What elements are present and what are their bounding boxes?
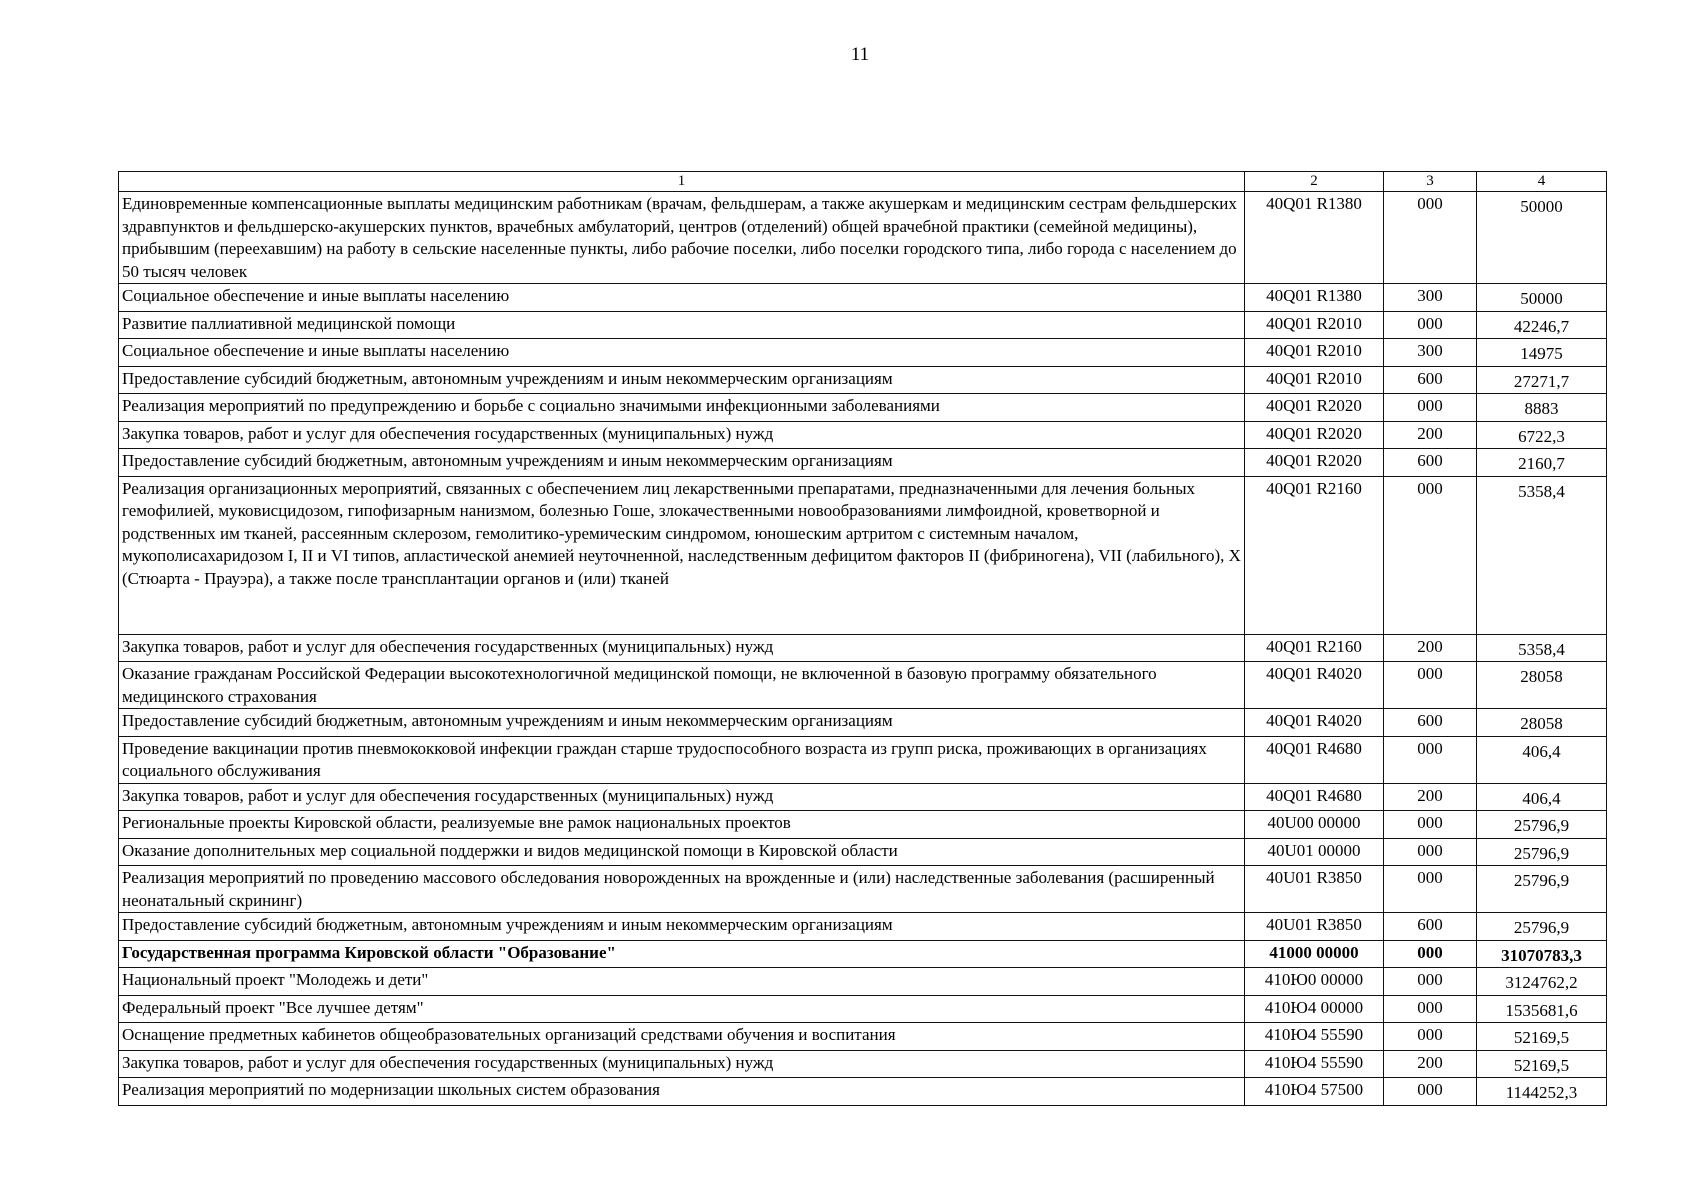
table-row — [119, 634, 1607, 662]
table-row — [119, 783, 1607, 811]
column-header-3: 3 — [1384, 172, 1477, 192]
table-row — [119, 476, 1607, 634]
row-sum-cell: 14975 — [1477, 339, 1607, 367]
table-row — [119, 366, 1607, 394]
row-name-cell: Предоставление субсидий бюджетным, автономным учреждениям и иным некоммерческим организациям — [119, 449, 1245, 477]
row-sum-cell: 1535681,6 — [1477, 995, 1607, 1023]
row-code-cell: 40Q01 R4020 — [1245, 709, 1384, 737]
row-code-cell: 40Q01 R1380 — [1245, 192, 1384, 284]
row-sum-cell: 52169,5 — [1477, 1023, 1607, 1051]
table-row — [119, 1078, 1607, 1106]
table-row — [119, 709, 1607, 737]
row-kvr-cell: 300 — [1384, 284, 1477, 312]
row-name-cell: Закупка товаров, работ и услуг для обеспечения государственных (муниципальных) нужд — [119, 421, 1245, 449]
row-name-cell: Оказание дополнительных мер социальной поддержки и видов медицинской помощи в Кировской области — [119, 838, 1245, 866]
row-sum-cell: 5358,4 — [1477, 634, 1607, 662]
row-name-cell: Единовременные компенсационные выплаты медицинским работникам (врачам, фельдшерам, а также акушеркам и медицинским сестрам фельдшерских здравпунктов и фельдшерско-акушерских пунктов, врачебных амбулаторий, центров (отделений) общей врачебной практики (семейной медицины), прибывшим (переехавшим) на работу в сельские населенные пункты, либо рабочие поселки, либо поселки городского типа, либо города с населением до 50 тысяч человек — [119, 192, 1245, 284]
row-name-cell: Государственная программа Кировской области "Образование" — [119, 940, 1245, 968]
row-code-cell: 410Ю4 55590 — [1245, 1023, 1384, 1051]
row-kvr-cell: 000 — [1384, 866, 1477, 913]
row-kvr-cell: 000 — [1384, 662, 1477, 709]
row-kvr-cell: 000 — [1384, 1023, 1477, 1051]
row-code-cell: 40Q01 R4020 — [1245, 662, 1384, 709]
row-kvr-cell: 000 — [1384, 811, 1477, 839]
page-number: 11 — [850, 44, 870, 65]
table-row — [119, 449, 1607, 477]
column-header-1: 1 — [119, 172, 1245, 192]
row-sum-cell: 3124762,2 — [1477, 968, 1607, 996]
table-row — [119, 339, 1607, 367]
row-sum-cell: 27271,7 — [1477, 366, 1607, 394]
row-name-cell: Реализация мероприятий по модернизации школьных систем образования — [119, 1078, 1245, 1106]
row-code-cell: 40Q01 R2020 — [1245, 449, 1384, 477]
row-code-cell: 40U01 00000 — [1245, 838, 1384, 866]
row-kvr-cell: 600 — [1384, 449, 1477, 477]
row-name-cell: Реализация мероприятий по проведению массового обследования новорожденных на врожденные и (или) наследственные заболевания (расширенный неонатальный скрининг) — [119, 866, 1245, 913]
row-kvr-cell: 000 — [1384, 940, 1477, 968]
row-name-cell: Федеральный проект "Все лучшее детям" — [119, 995, 1245, 1023]
table-row — [119, 1023, 1607, 1051]
table-row — [119, 311, 1607, 339]
row-code-cell: 40U01 R3850 — [1245, 866, 1384, 913]
row-code-cell: 40Q01 R2020 — [1245, 421, 1384, 449]
row-kvr-cell: 000 — [1384, 736, 1477, 783]
table-row — [119, 421, 1607, 449]
row-sum-cell: 50000 — [1477, 284, 1607, 312]
row-code-cell: 410Ю4 00000 — [1245, 995, 1384, 1023]
row-sum-cell: 52169,5 — [1477, 1050, 1607, 1078]
table-row — [119, 940, 1607, 968]
row-code-cell: 41000 00000 — [1245, 940, 1384, 968]
table-row — [119, 995, 1607, 1023]
row-kvr-cell: 200 — [1384, 421, 1477, 449]
row-name-cell: Оказание гражданам Российской Федерации высокотехнологичной медицинской помощи, не включенной в базовую программу обязательного медицинского страхования — [119, 662, 1245, 709]
table-row — [119, 811, 1607, 839]
table-row — [119, 838, 1607, 866]
row-code-cell: 40U00 00000 — [1245, 811, 1384, 839]
row-name-cell: Проведение вакцинации против пневмококковой инфекции граждан старше трудоспособного возраста из групп риска, проживающих в организациях социального обслуживания — [119, 736, 1245, 783]
row-code-cell: 40U01 R3850 — [1245, 913, 1384, 941]
row-sum-cell: 8883 — [1477, 394, 1607, 422]
row-kvr-cell: 200 — [1384, 783, 1477, 811]
row-name-cell: Закупка товаров, работ и услуг для обеспечения государственных (муниципальных) нужд — [119, 783, 1245, 811]
table-header — [119, 172, 1607, 192]
row-code-cell: 410Ю4 55590 — [1245, 1050, 1384, 1078]
row-sum-cell: 25796,9 — [1477, 811, 1607, 839]
row-sum-cell: 25796,9 — [1477, 913, 1607, 941]
row-sum-cell: 406,4 — [1477, 736, 1607, 783]
row-code-cell: 410Ю4 57500 — [1245, 1078, 1384, 1106]
row-sum-cell: 31070783,3 — [1477, 940, 1607, 968]
row-name-cell: Предоставление субсидий бюджетным, автономным учреждениям и иным некоммерческим организациям — [119, 366, 1245, 394]
row-sum-cell: 6722,3 — [1477, 421, 1607, 449]
row-name-cell: Предоставление субсидий бюджетным, автономным учреждениям и иным некоммерческим организациям — [119, 913, 1245, 941]
table-row — [119, 866, 1607, 913]
table-row — [119, 394, 1607, 422]
row-name-cell: Реализация мероприятий по предупреждению и борьбе с социально значимыми инфекционными заболеваниями — [119, 394, 1245, 422]
table-row — [119, 736, 1607, 783]
row-name-cell: Социальное обеспечение и иные выплаты населению — [119, 284, 1245, 312]
row-kvr-cell: 000 — [1384, 995, 1477, 1023]
row-name-cell: Национальный проект "Молодежь и дети" — [119, 968, 1245, 996]
row-sum-cell: 28058 — [1477, 662, 1607, 709]
row-code-cell: 40Q01 R2160 — [1245, 634, 1384, 662]
row-kvr-cell: 600 — [1384, 366, 1477, 394]
row-sum-cell: 1144252,3 — [1477, 1078, 1607, 1106]
row-sum-cell: 2160,7 — [1477, 449, 1607, 477]
row-kvr-cell: 600 — [1384, 913, 1477, 941]
table-row — [119, 284, 1607, 312]
row-code-cell: 40Q01 R2160 — [1245, 476, 1384, 634]
row-code-cell: 40Q01 R2010 — [1245, 366, 1384, 394]
row-code-cell: 40Q01 R4680 — [1245, 783, 1384, 811]
row-kvr-cell: 600 — [1384, 709, 1477, 737]
budget-table — [118, 171, 1607, 1106]
row-kvr-cell: 000 — [1384, 476, 1477, 634]
row-kvr-cell: 300 — [1384, 339, 1477, 367]
column-header-2: 2 — [1245, 172, 1384, 192]
header-row — [119, 172, 1607, 192]
row-code-cell: 40Q01 R4680 — [1245, 736, 1384, 783]
row-code-cell: 410Ю0 00000 — [1245, 968, 1384, 996]
row-name-cell: Реализация организационных мероприятий, связанных с обеспечением лиц лекарственными препаратами, предназначенными для лечения больных гемофилией, муковисцидозом, гипофизарным нанизмом, болезнью Гоше, злокачественными новообразованиями лимфоидной, кроветворной и родственных им тканей, рассеянным склерозом, гемолитико-уремическим синдромом, юношеским артритом с системным началом, мукополисахаридозом I, II и VI типов, апластической анемией неуточненной, наследственным дефицитом факторов II (фибриногена), VII (лабильного), X (Стюарта - Прауэра), а также после трансплантации органов и (или) тканей — [119, 476, 1245, 634]
row-kvr-cell: 200 — [1384, 1050, 1477, 1078]
row-name-cell: Закупка товаров, работ и услуг для обеспечения государственных (муниципальных) нужд — [119, 1050, 1245, 1078]
row-sum-cell: 406,4 — [1477, 783, 1607, 811]
table-row — [119, 662, 1607, 709]
row-code-cell: 40Q01 R2010 — [1245, 339, 1384, 367]
row-kvr-cell: 000 — [1384, 394, 1477, 422]
row-sum-cell: 42246,7 — [1477, 311, 1607, 339]
column-header-4: 4 — [1477, 172, 1607, 192]
table-body — [119, 192, 1607, 1106]
table-row — [119, 192, 1607, 284]
row-sum-cell: 25796,9 — [1477, 838, 1607, 866]
row-kvr-cell: 000 — [1384, 1078, 1477, 1106]
row-sum-cell: 50000 — [1477, 192, 1607, 284]
table-row — [119, 1050, 1607, 1078]
row-sum-cell: 5358,4 — [1477, 476, 1607, 634]
row-name-cell: Закупка товаров, работ и услуг для обеспечения государственных (муниципальных) нужд — [119, 634, 1245, 662]
row-name-cell: Оснащение предметных кабинетов общеобразовательных организаций средствами обучения и воспитания — [119, 1023, 1245, 1051]
row-name-cell: Развитие паллиативной медицинской помощи — [119, 311, 1245, 339]
row-kvr-cell: 000 — [1384, 311, 1477, 339]
row-kvr-cell: 200 — [1384, 634, 1477, 662]
row-sum-cell: 25796,9 — [1477, 866, 1607, 913]
table-row — [119, 968, 1607, 996]
row-kvr-cell: 000 — [1384, 838, 1477, 866]
row-code-cell: 40Q01 R2020 — [1245, 394, 1384, 422]
row-kvr-cell: 000 — [1384, 968, 1477, 996]
row-name-cell: Социальное обеспечение и иные выплаты населению — [119, 339, 1245, 367]
row-code-cell: 40Q01 R2010 — [1245, 311, 1384, 339]
row-kvr-cell: 000 — [1384, 192, 1477, 284]
row-name-cell: Предоставление субсидий бюджетным, автономным учреждениям и иным некоммерческим организациям — [119, 709, 1245, 737]
row-code-cell: 40Q01 R1380 — [1245, 284, 1384, 312]
row-name-cell: Региональные проекты Кировской области, реализуемые вне рамок национальных проектов — [119, 811, 1245, 839]
table-row — [119, 913, 1607, 941]
row-sum-cell: 28058 — [1477, 709, 1607, 737]
